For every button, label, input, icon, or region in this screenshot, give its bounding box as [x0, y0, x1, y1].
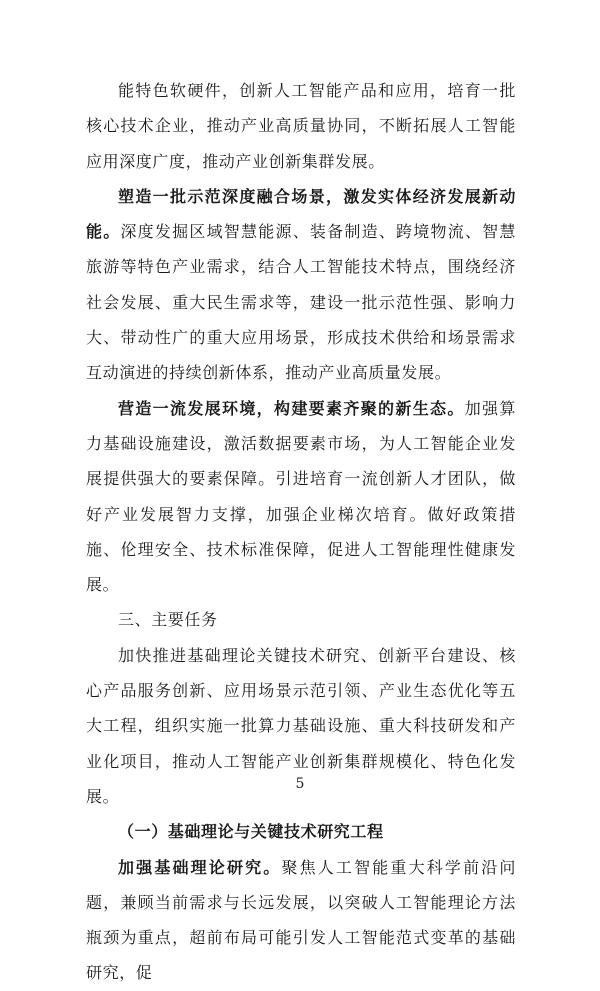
paragraph-text: 能特色软硬件，创新人工智能产品和应用，培育一批核心技术企业，推动产业高质量协同，不断拓展人工智能应用深度广度，推动产业创新集群发展。 — [86, 81, 516, 171]
paragraph-scenarios — [86, 179, 516, 391]
subsection-heading: （一）基础理论与关键技术研究工程 — [118, 822, 384, 842]
section-intro: 加快推进基础理论关键技术研究、创新平台建设、核心产品服务创新、应用场景示范引领、产业生态优化等五大工程，组织实施一批算力基础设施、重大科技研发和产业化项目，推动人工智能产业创新集群规模化、特色化发展。 — [86, 645, 516, 806]
paragraph-continuation — [86, 73, 516, 179]
document-body — [86, 73, 516, 991]
section-heading: 三、主要任务 — [118, 610, 218, 630]
paragraph-text: 聚焦人工智能重大科学前沿问题，兼顾当前需求与长远发展，以突破人工智能理论方法瓶颈为重点，超前布局可能引发人工智能范式变革的基础研究，促 — [86, 857, 516, 983]
paragraph-environment — [86, 391, 516, 603]
paragraph-lead: 营造一流发展环境，构建要素齐聚的新生态。 — [118, 398, 465, 418]
page-number: 5 — [295, 776, 305, 792]
paragraph-basic-research — [86, 850, 516, 991]
paragraph-text: 深度发掘区域智慧能源、装备制造、跨境物流、智慧旅游等特色产业需求，结合人工智能技术特点，围绕经济社会发展、重大民生需求等，建设一批示范性强、影响力大、带动性广的重大应用场景，形成技术供给和场景需求互动演进的持续创新体系，推动产业高质量发展。 — [86, 222, 516, 383]
paragraph-text: 加强算力基础设施建设，激活数据要素市场，为人工智能企业发展提供强大的要素保障。引进培育一流创新人才团队，做好产业发展智力支撑，加强企业梯次培育。做好政策措施、伦理安全、技术标准保障，促进人工智能理性健康发展。 — [86, 398, 516, 595]
paragraph-lead: 加强基础理论研究。 — [118, 857, 282, 877]
paragraph-lead: 塑造一批示范深度融合场景，激发实体经济发展新动能。 — [86, 186, 516, 242]
